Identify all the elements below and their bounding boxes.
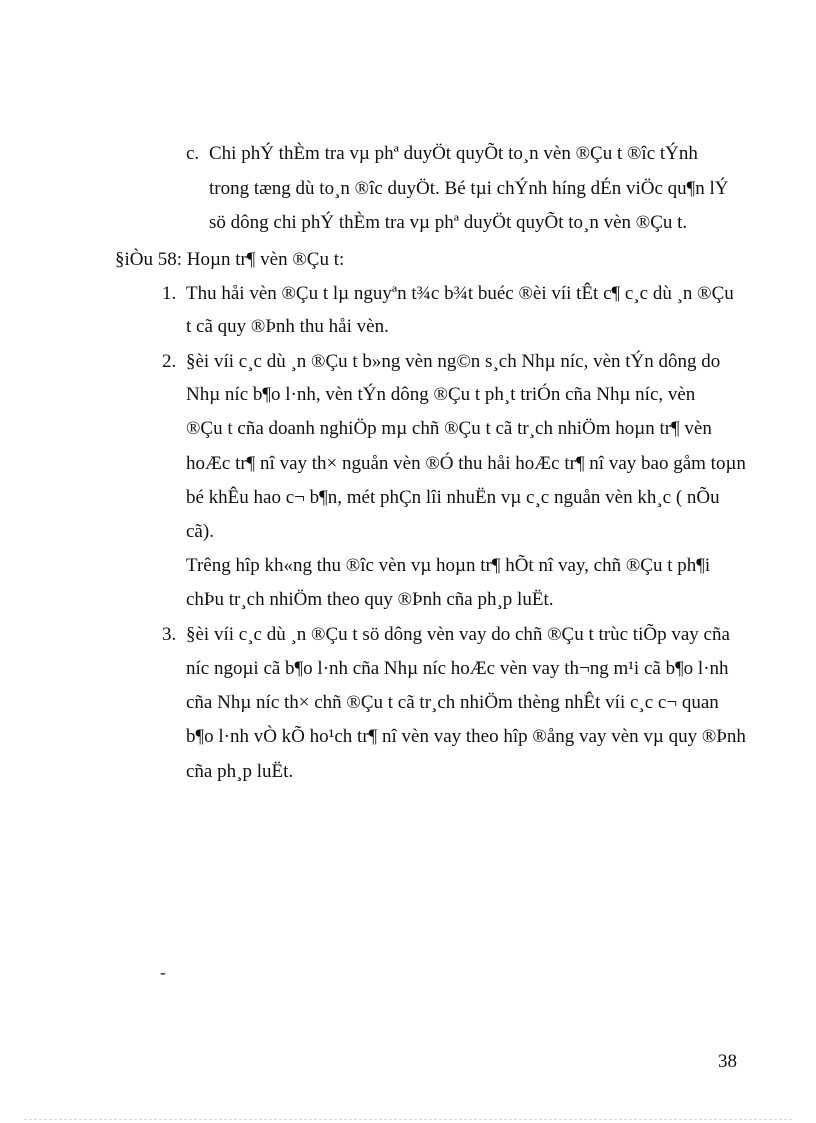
item-3-marker: 3. bbox=[162, 624, 177, 645]
item-1-marker: 1. bbox=[162, 283, 177, 304]
item-3-line-5: cña ph¸p luËt. bbox=[186, 761, 294, 782]
stray-dash: - bbox=[160, 963, 166, 982]
item-1-line-1: Thu håi vèn ®Çu t lµ nguyªn t¾c b¾t buéc ®èi víi tÊt c¶ c¸c dù ¸n ®Çu bbox=[186, 283, 734, 304]
item-2-line-2: Nhµ níc b¶o l·nh, vèn tÝn dông ®Çu t ph¸t triÓn cña Nhµ níc, vèn bbox=[186, 384, 696, 405]
item-3-line-1: §èi víi c¸c dù ¸n ®Çu t sö dông vèn vay do chñ ®Çu t trùc tiÕp vay cña bbox=[186, 624, 730, 645]
text-segment: Chi phÝ thÈm tra vµ phª duyÖt quyÕt to¸n vèn ®Çu t ®îc tÝnh bbox=[209, 143, 698, 164]
item-c-marker: c. bbox=[186, 143, 200, 164]
item-2-extra-line-2: chÞu tr¸ch nhiÖm theo quy ®Þnh cña ph¸p luËt. bbox=[186, 589, 554, 610]
item-2-extra-line-1: Trêng hîp kh«ng thu ®îc vèn vµ hoµn tr¶ hÕt nî vay, chñ ®Çu t ph¶i bbox=[186, 555, 711, 576]
item-3-line-3: cña Nhµ níc th× chñ ®Çu t cã tr¸ch nhiÖm thèng nhÊt víi c¸c c¬ quan bbox=[186, 692, 719, 713]
item-c-line-1 bbox=[209, 143, 740, 165]
item-2-line-1: §èi víi c¸c dù ¸n ®Çu t b»ng vèn ng©n s¸ch Nhµ níc, vèn tÝn dông do bbox=[186, 351, 721, 372]
item-2-line-5: bé khÊu hao c¬ b¶n, mét phÇn lîi nhuËn vµ c¸c nguån vèn kh¸c ( nÕu bbox=[186, 487, 720, 508]
item-3-line-2: níc ngoµi cã b¶o l·nh cña Nhµ níc hoÆc vèn vay th¬ng m¹i cã b¶o l·nh bbox=[186, 658, 729, 679]
item-c-line-3: sö dông chi phÝ thÈm tra vµ phª duyÖt quyÕt to¸n vèn ®Çu t. bbox=[209, 212, 688, 233]
text-segment: trong tæng dù to¸n ®îc duyÖt. Bé tµi chÝnh híng dÉn viÖc qu¶n lÝ bbox=[209, 178, 729, 199]
footer-divider bbox=[24, 1119, 792, 1120]
page-number: 38 bbox=[718, 1051, 737, 1072]
item-2-line-3: ®Çu t cña doanh nghiÖp mµ chñ ®Çu t cã tr¸ch nhiÖm hoµn tr¶ vèn bbox=[186, 418, 712, 439]
item-2-line-6: cã). bbox=[186, 521, 214, 542]
item-3-line-4: b¶o l·nh vÒ kÕ ho¹ch tr¶ nî vèn vay theo hîp ®ång vay vèn vµ quy ®Þnh bbox=[186, 726, 746, 747]
item-1-line-2: t cã quy ®Þnh thu håi vèn. bbox=[186, 316, 389, 337]
item-2-marker: 2. bbox=[162, 351, 177, 372]
article-heading: §iÒu 58: Hoµn tr¶ vèn ®Çu t: bbox=[115, 249, 345, 270]
item-2-line-4: hoÆc tr¶ nî vay th× nguån vèn ®Ó thu håi hoÆc tr¶ nî vay bao gåm toµn bbox=[186, 453, 746, 474]
item-c-line-2 bbox=[209, 178, 740, 200]
